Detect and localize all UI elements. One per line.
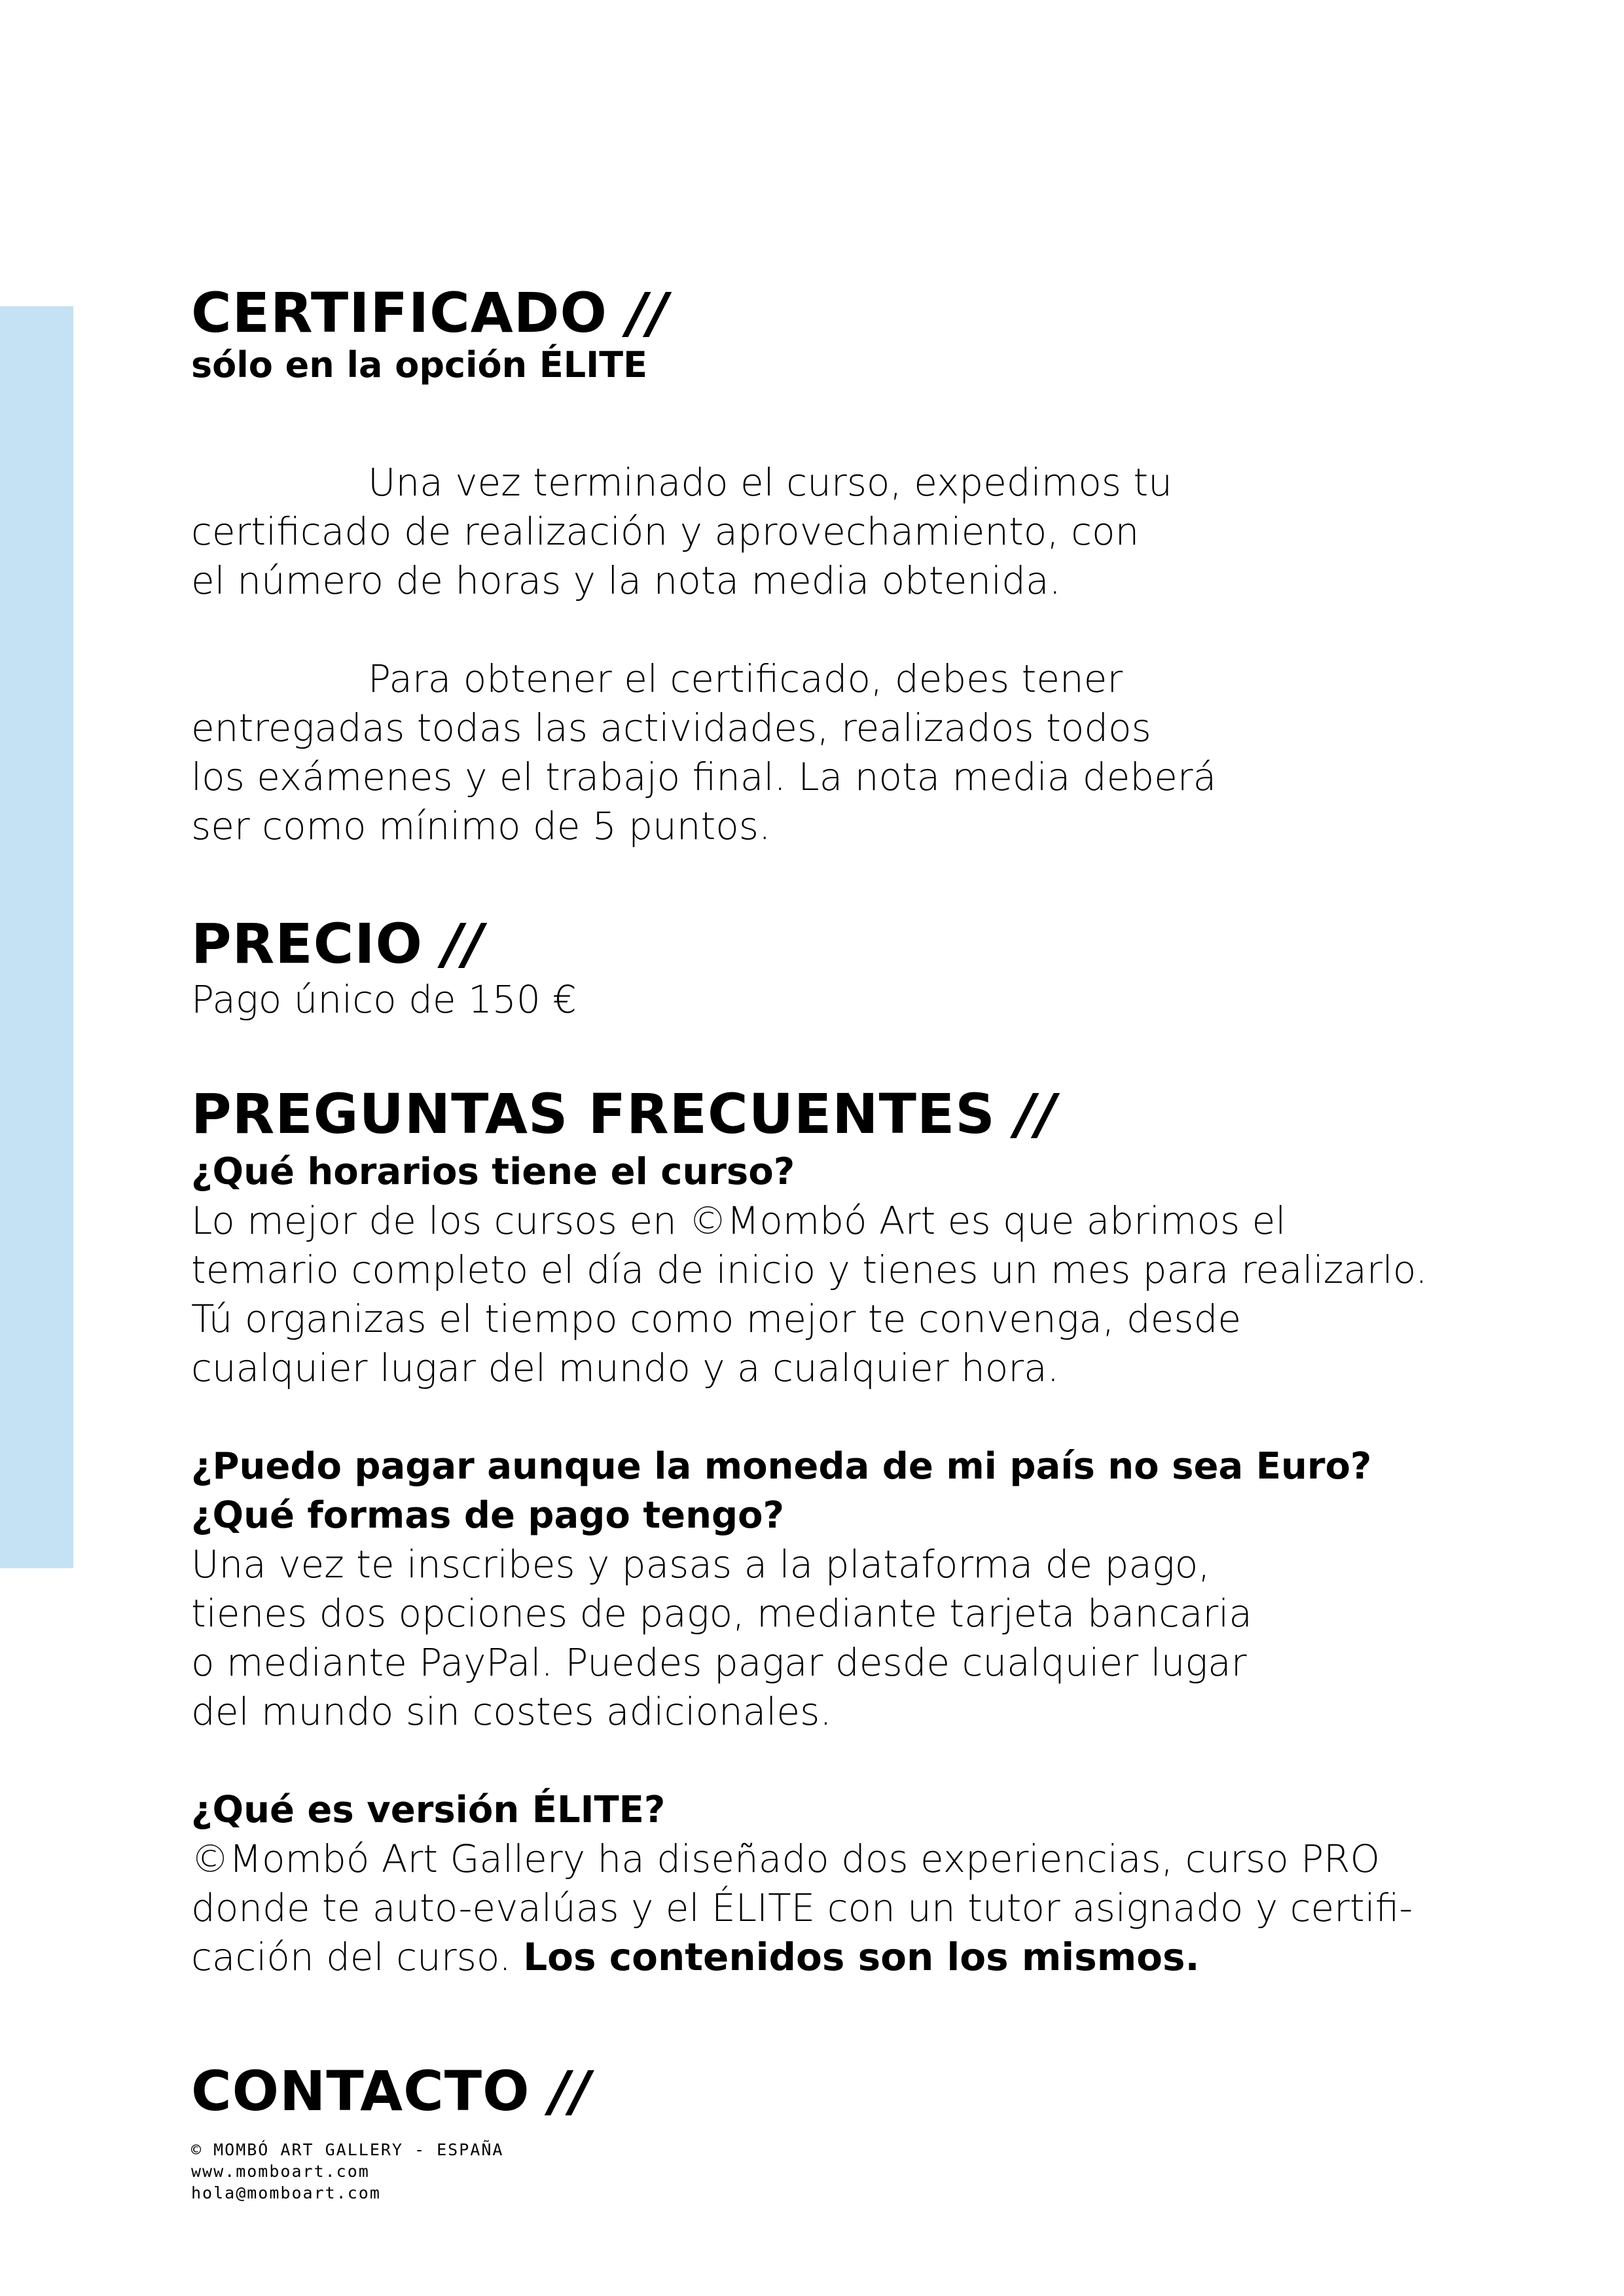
faq-answer-3: [191, 1835, 1413, 1982]
faq-slashes: //: [1015, 1082, 1057, 1146]
certificado-paragraph-1: [191, 458, 1172, 605]
answer-line: Una vez te inscribes y pasas a la plataforma de pago,: [191, 1542, 1210, 1587]
answer-line: cualquier lugar del mundo y a cualquier hora.: [191, 1346, 1060, 1390]
paragraph-line: entregadas todas las actividades, realizados todos: [191, 706, 1151, 750]
faq-question-3: [191, 1785, 665, 1835]
answer-line: Lo mejor de los cursos en ©Mombó Art es que abrimos el: [191, 1198, 1286, 1243]
decorative-side-bar: [0, 306, 73, 1568]
answer-line: ©Mombó Art Gallery ha diseñado dos experiencias, curso PRO: [191, 1837, 1380, 1881]
certificado-heading: [191, 281, 669, 345]
contacto-slashes: //: [549, 2059, 592, 2123]
question-line: ¿Qué horarios tiene el curso?: [191, 1151, 795, 1193]
answer-line: tienes dos opciones de pago, mediante tarjeta bancaria: [191, 1591, 1252, 1636]
company-line: © MOMBÓ ART GALLERY - ESPAÑA: [191, 2140, 504, 2159]
paragraph-line: certificado de realización y aprovechamiento, con: [191, 509, 1140, 554]
paragraph-line: los exámenes y el trabajo final. La nota media deberá: [191, 755, 1217, 799]
question-line: ¿Qué es versión ÉLITE?: [191, 1789, 666, 1831]
precio-title: PRECIO: [191, 912, 423, 976]
certificado-paragraph-2: [191, 655, 1216, 851]
answer-line: Tú organizas el tiempo como mejor te convenga, desde: [191, 1297, 1242, 1341]
faq-title: PREGUNTAS FRECUENTES: [191, 1082, 996, 1146]
question-line: ¿Qué formas de pago tengo?: [191, 1494, 785, 1537]
answer-bold-text: Los contenidos son los mismos.: [523, 1935, 1200, 1979]
faq-question-2: [191, 1442, 1371, 1540]
answer-plain-text: cación del curso.: [191, 1935, 524, 1979]
answer-line: o mediante PayPal. Puedes pagar desde cualquier lugar: [191, 1640, 1247, 1685]
answer-line: temario completo el día de inicio y tienes un mes para realizarlo.: [191, 1247, 1428, 1292]
precio-heading: [191, 912, 484, 976]
paragraph-line: Una vez terminado el curso, expedimos tu: [368, 460, 1172, 505]
precio-slashes: //: [442, 912, 484, 976]
certificado-subtitle: sólo en la opción ÉLITE: [191, 344, 647, 386]
paragraph-line: ser como mínimo de 5 puntos.: [191, 804, 771, 848]
email-link[interactable]: hola@momboart.com: [191, 2183, 381, 2202]
faq-answer-2: [191, 1540, 1252, 1736]
faq-answer-1: [191, 1196, 1428, 1393]
question-line: ¿Puedo pagar aunque la moneda de mi país no sea Euro?: [191, 1445, 1372, 1488]
faq-heading: [191, 1082, 1057, 1146]
contact-footer: [191, 2139, 503, 2204]
precio-text: [191, 975, 577, 1024]
answer-line: del mundo sin costes adicionales.: [191, 1689, 832, 1734]
contacto-title: CONTACTO: [191, 2059, 530, 2123]
website-link[interactable]: www.momboart.com: [191, 2162, 370, 2181]
faq-question-1: [191, 1147, 795, 1196]
certificado-slashes: //: [627, 281, 669, 345]
contacto-heading: [191, 2059, 592, 2123]
price-line: Pago único de 150 €: [191, 977, 577, 1022]
answer-line: donde te auto-evalúas y el ÉLITE con un tutor asignado y certifi-: [191, 1886, 1413, 1930]
paragraph-line: el número de horas y la nota media obtenida.: [191, 558, 1061, 603]
paragraph-line: Para obtener el certificado, debes tener: [368, 656, 1123, 701]
answer-line-last: [191, 1933, 1413, 1982]
certificado-title: CERTIFICADO: [191, 281, 607, 345]
